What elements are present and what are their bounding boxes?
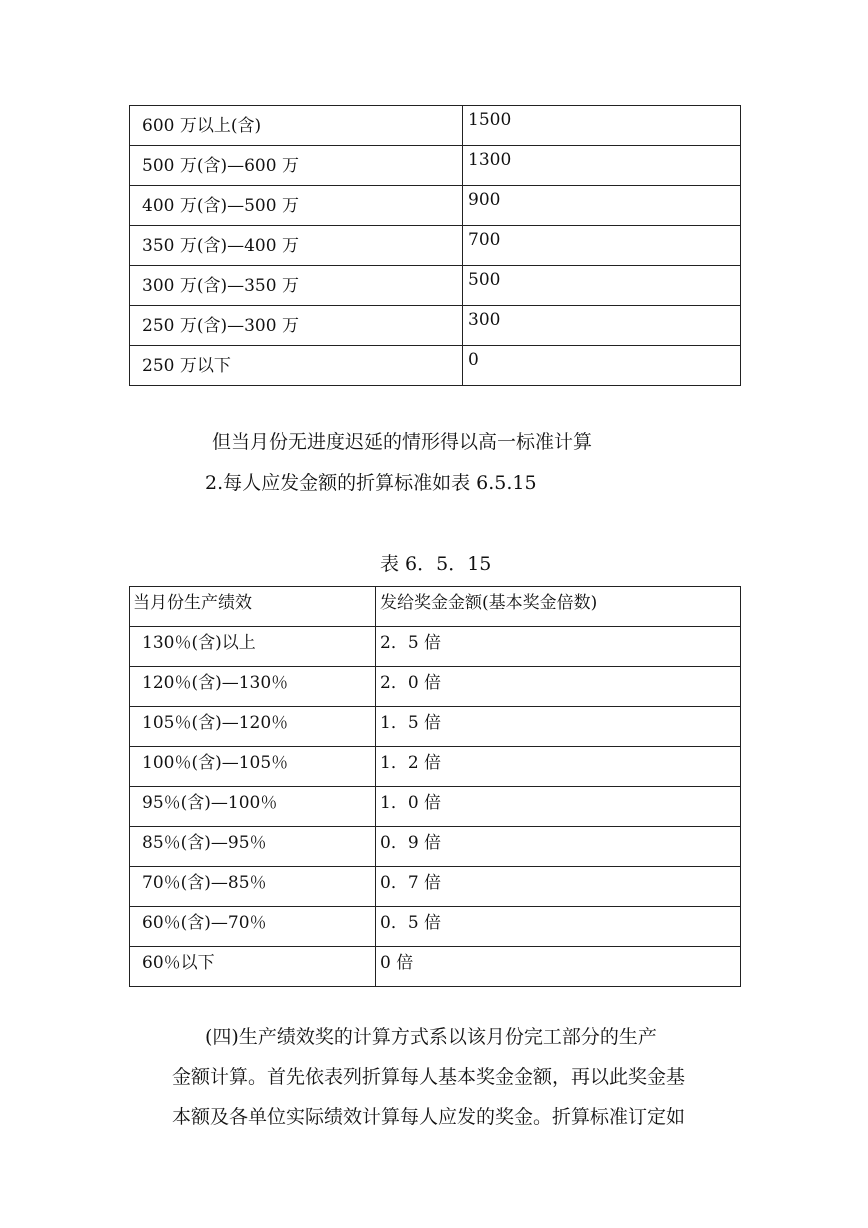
table-cell: 1．5 倍 (376, 707, 741, 747)
table-cell: 0．9 倍 (376, 827, 741, 867)
table-cell: 60％以下 (130, 947, 376, 987)
table-cell: 1300 (463, 146, 741, 186)
table-row (130, 947, 741, 987)
table-cell: 600 万以上(含) (130, 106, 463, 146)
note-text: 但当月份无进度迟延的情形得以高一标准计算 (212, 431, 593, 453)
table-row (130, 907, 741, 947)
table-cell: 250 万以下 (130, 346, 463, 386)
table-cell: 105％(含)—120％ (130, 707, 376, 747)
table-row (130, 226, 741, 266)
table-cell: 130％(含)以上 (130, 627, 376, 667)
table-cell: 2．5 倍 (376, 627, 741, 667)
bonus-multiplier-table (129, 586, 741, 987)
table-cell: 120％(含)—130％ (130, 667, 376, 707)
table-row (130, 186, 741, 226)
table-row (130, 787, 741, 827)
table-cell: 0．5 倍 (376, 907, 741, 947)
table-cell: 500 (463, 266, 741, 306)
table-cell: 85％(含)—95％ (130, 827, 376, 867)
table-cell: 0 (463, 346, 741, 386)
table-row (130, 827, 741, 867)
table-cell: 1．0 倍 (376, 787, 741, 827)
table-row (130, 106, 741, 146)
paragraph-line: 本额及各单位实际绩效计算每人应发的奖金。折算标准订定如 (172, 1106, 686, 1128)
table-cell: 60％(含)—70％ (130, 907, 376, 947)
table-cell: 500 万(含)—600 万 (130, 146, 463, 186)
table-cell: 95％(含)—100％ (130, 787, 376, 827)
table-row (130, 667, 741, 707)
table-cell: 300 (463, 306, 741, 346)
item-2-text: 2.每人应发金额的折算标准如表 6.5.15 (205, 472, 537, 494)
table-cell: 250 万(含)—300 万 (130, 306, 463, 346)
table-row (130, 867, 741, 907)
table-cell: 300 万(含)—350 万 (130, 266, 463, 306)
table-cell: 350 万(含)—400 万 (130, 226, 463, 266)
table-caption: 表 6．5．15 (380, 553, 492, 575)
table-cell: 1．2 倍 (376, 747, 741, 787)
table-cell: 70％(含)—85％ (130, 867, 376, 907)
table-header-row (130, 587, 741, 627)
table-row (130, 266, 741, 306)
table-cell: 100％(含)—105％ (130, 747, 376, 787)
paragraph-line: (四)生产绩效奖的计算方式系以该月份完工部分的生产 (205, 1026, 657, 1048)
column-header: 当月份生产绩效 (130, 587, 376, 627)
table-cell: 0 倍 (376, 947, 741, 987)
paragraph-line: 金额计算。首先依表列折算每人基本奖金金额，再以此奖金基 (172, 1066, 686, 1088)
table-row (130, 146, 741, 186)
table-row (130, 707, 741, 747)
table-row (130, 346, 741, 386)
table-row (130, 306, 741, 346)
table-cell: 400 万(含)—500 万 (130, 186, 463, 226)
bonus-base-table (129, 105, 741, 386)
table-row (130, 627, 741, 667)
table-cell: 700 (463, 226, 741, 266)
column-header: 发给奖金金额(基本奖金倍数) (376, 587, 741, 627)
table-cell: 1500 (463, 106, 741, 146)
table-cell: 0．7 倍 (376, 867, 741, 907)
table-cell: 2．0 倍 (376, 667, 741, 707)
table-cell: 900 (463, 186, 741, 226)
table-row (130, 747, 741, 787)
